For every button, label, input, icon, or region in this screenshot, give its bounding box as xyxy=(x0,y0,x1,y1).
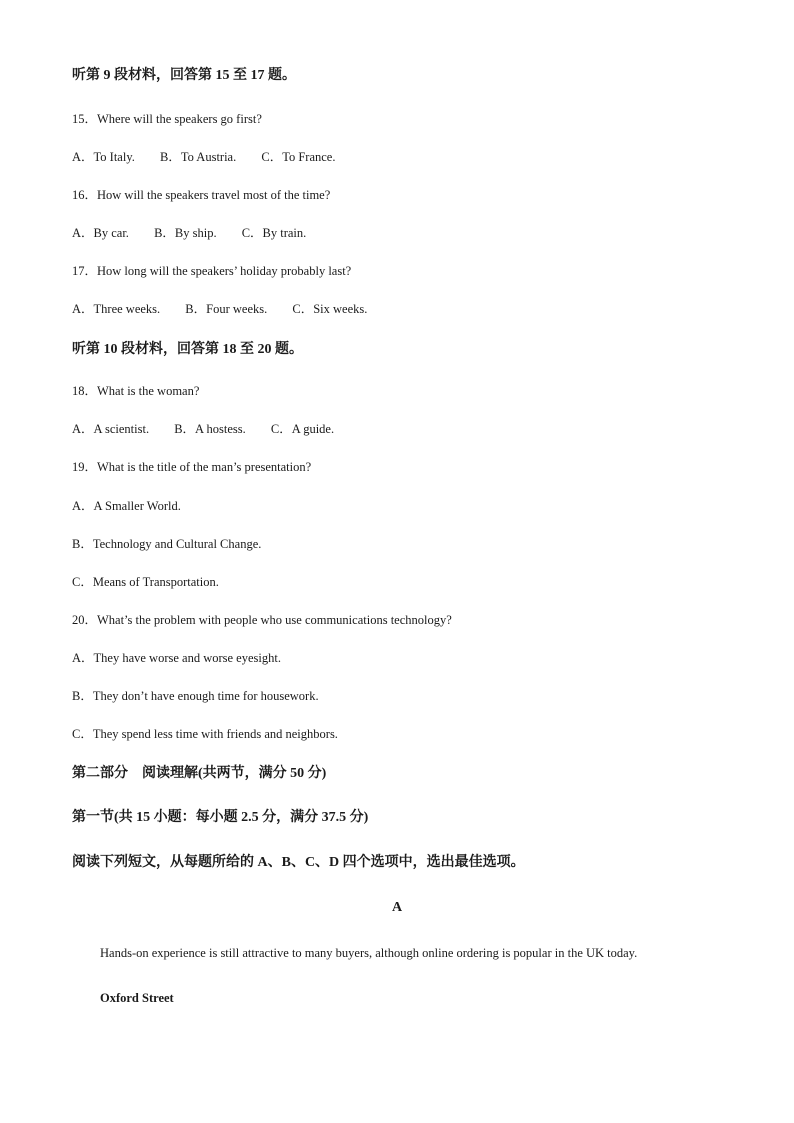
question-20: 20．What’s the problem with people who use communications technology? xyxy=(72,613,452,627)
option-c: C．By train. xyxy=(241,226,307,240)
option-b: B．A hostess. xyxy=(174,422,246,436)
option-b: B．Four weeks. xyxy=(185,302,268,316)
question-20-option-b: B．They don’t have enough time for housework. xyxy=(72,689,319,703)
section-10-heading: 听第 10 段材料，回答第 18 至 20 题。 xyxy=(72,342,303,357)
question-20-option-a: A．They have worse and worse eyesight. xyxy=(72,651,281,665)
question-16: 16．How will the speakers travel most of the time? xyxy=(72,188,331,202)
section-9-heading: 听第 9 段材料，回答第 15 至 17 题。 xyxy=(72,68,296,83)
option-c: C．To France. xyxy=(261,150,336,164)
reading-instruction: 阅读下列短文，从每题所给的 A、B、C、D 四个选项中，选出最佳选项。 xyxy=(72,855,525,870)
question-17-options xyxy=(72,301,389,317)
option-c: C．A guide. xyxy=(270,422,335,436)
question-18: 18．What is the woman? xyxy=(72,384,200,398)
question-18-options xyxy=(72,421,356,437)
option-a: A．A scientist. xyxy=(72,422,150,436)
option-b: B．By ship. xyxy=(154,226,217,240)
passage-subheading: Oxford Street xyxy=(100,991,174,1005)
passage-label: A xyxy=(391,900,403,915)
part-2-heading: 第二部分 阅读理解(共两节，满分 50 分) xyxy=(72,766,327,781)
question-17: 17．How long will the speakers’ holiday probably last? xyxy=(72,264,352,278)
question-16-options xyxy=(72,225,328,241)
question-19: 19．What is the title of the man’s presentation? xyxy=(72,460,312,474)
question-19-option-c: C．Means of Transportation. xyxy=(72,575,219,589)
question-15: 15．Where will the speakers go first? xyxy=(72,112,262,126)
passage-intro: Hands-on experience is still attractive to many buyers, although online ordering is popular in the UK today. xyxy=(100,946,638,960)
question-20-option-c: C．They spend less time with friends and neighbors. xyxy=(72,727,338,741)
option-a: A．Three weeks. xyxy=(72,302,161,316)
option-c: C．Six weeks. xyxy=(292,302,368,316)
question-15-options xyxy=(72,149,357,165)
part-2-section-1-heading: 第一节(共 15 小题：每小题 2.5 分，满分 37.5 分) xyxy=(72,810,369,825)
option-a: A．To Italy. xyxy=(72,150,135,164)
option-a: A．By car. xyxy=(72,226,129,240)
question-19-option-b: B．Technology and Cultural Change. xyxy=(72,537,262,551)
option-b: B．To Austria. xyxy=(160,150,237,164)
question-19-option-a: A．A Smaller World. xyxy=(72,499,181,513)
